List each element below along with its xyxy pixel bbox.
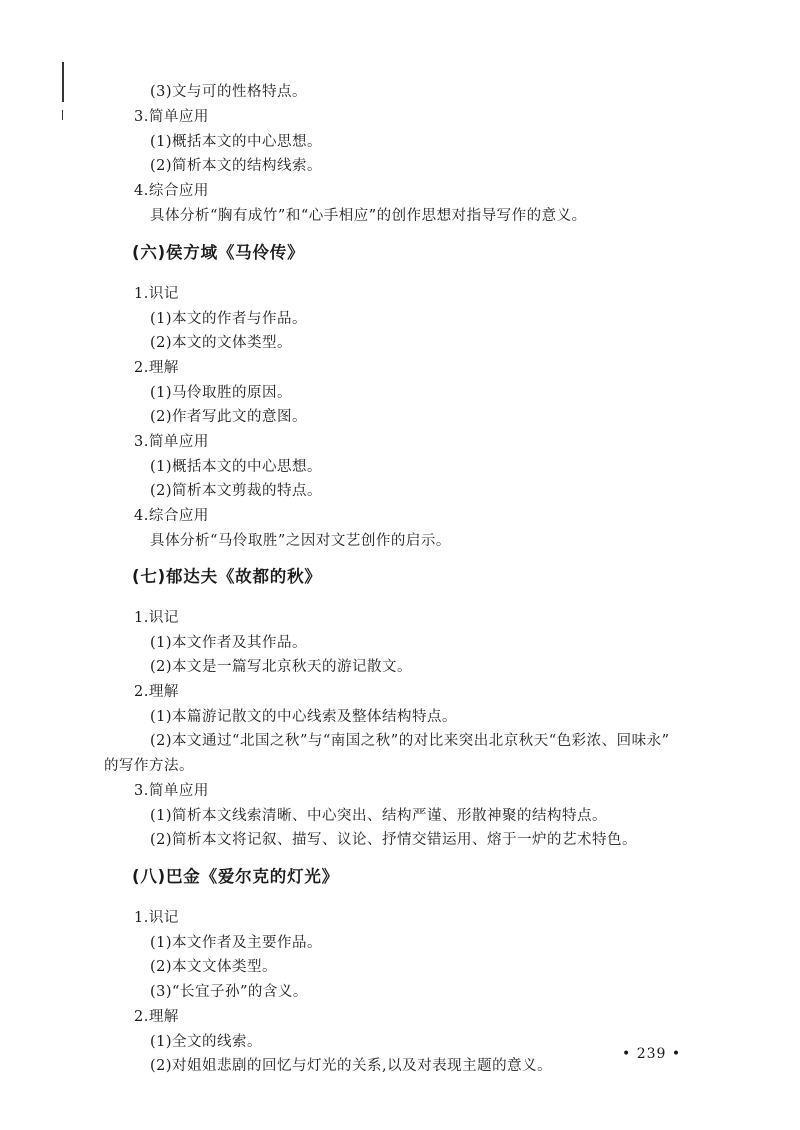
paragraph: 具体分析“马伶取胜”之因对文艺创作的启示。	[150, 533, 451, 549]
list-item: (2)简析本文将记叙、描写、议论、抒情交错运用、熔于一炉的艺术特色。	[150, 832, 638, 848]
level-title: 2.理解	[134, 1009, 179, 1025]
list-item: (1)本篇游记散文的中心线索及整体结构特点。	[150, 709, 458, 725]
list-item: (2)简析本文剪裁的特点。	[150, 483, 323, 499]
list-item: (2)对姐姐悲剧的回忆与灯光的关系,以及对表现主题的意义。	[150, 1058, 553, 1074]
list-item: (1)概括本文的中心思想。	[150, 459, 323, 475]
level-title: 1.识记	[134, 286, 179, 302]
level-title: 4.综合应用	[134, 183, 209, 199]
list-item: (2)本文文体类型。	[150, 959, 278, 975]
list-item: (1)本文作者及其作品。	[150, 635, 308, 651]
scan-margin-mark	[62, 110, 63, 120]
level-title: 1.识记	[134, 610, 179, 626]
list-item: (1)马伶取胜的原因。	[150, 385, 293, 401]
list-item: (2)作者写此文的意图。	[150, 409, 308, 425]
list-item: (2)本文是一篇写北京秋天的游记散文。	[150, 659, 413, 675]
section-heading: (七)郁达夫《故都的秋》	[132, 567, 322, 586]
level-title: 3.简单应用	[134, 109, 209, 125]
page-number: • 239 •	[622, 1046, 682, 1062]
level-title: 1.识记	[134, 910, 179, 926]
list-item: (2)简析本文的结构线索。	[150, 158, 323, 174]
list-item: (1)本文作者及主要作品。	[150, 935, 323, 951]
list-item-continuation: 的写作方法。	[104, 758, 194, 774]
level-title: 2.理解	[134, 360, 179, 376]
list-item: (3)文与可的性格特点。	[150, 84, 308, 100]
list-item: (2)本文通过“北国之秋”与“南国之秋”的对比来突出北京秋天“色彩浓、回味永”	[150, 733, 670, 749]
level-title: 2.理解	[134, 684, 179, 700]
list-item: (1)本文的作者与作品。	[150, 311, 308, 327]
list-item: (1)概括本文的中心思想。	[150, 134, 323, 150]
scan-margin-mark	[62, 62, 64, 102]
section-heading: (八)巴金《爱尔克的灯光》	[132, 867, 339, 886]
paragraph: 具体分析“胸有成竹”和“心手相应”的创作思想对指导写作的意义。	[150, 208, 587, 224]
section-heading: (六)侯方域《马伶传》	[132, 243, 305, 262]
list-item: (1)简析本文线索清晰、中心突出、结构严谨、形散神聚的结构特点。	[150, 808, 608, 824]
list-item: (3)“长宜子孙”的含义。	[150, 984, 308, 1000]
level-title: 4.综合应用	[134, 508, 209, 524]
level-title: 3.简单应用	[134, 434, 209, 450]
list-item: (2)本文的文体类型。	[150, 335, 293, 351]
level-title: 3.简单应用	[134, 783, 209, 799]
list-item: (1)全文的线索。	[150, 1034, 263, 1050]
